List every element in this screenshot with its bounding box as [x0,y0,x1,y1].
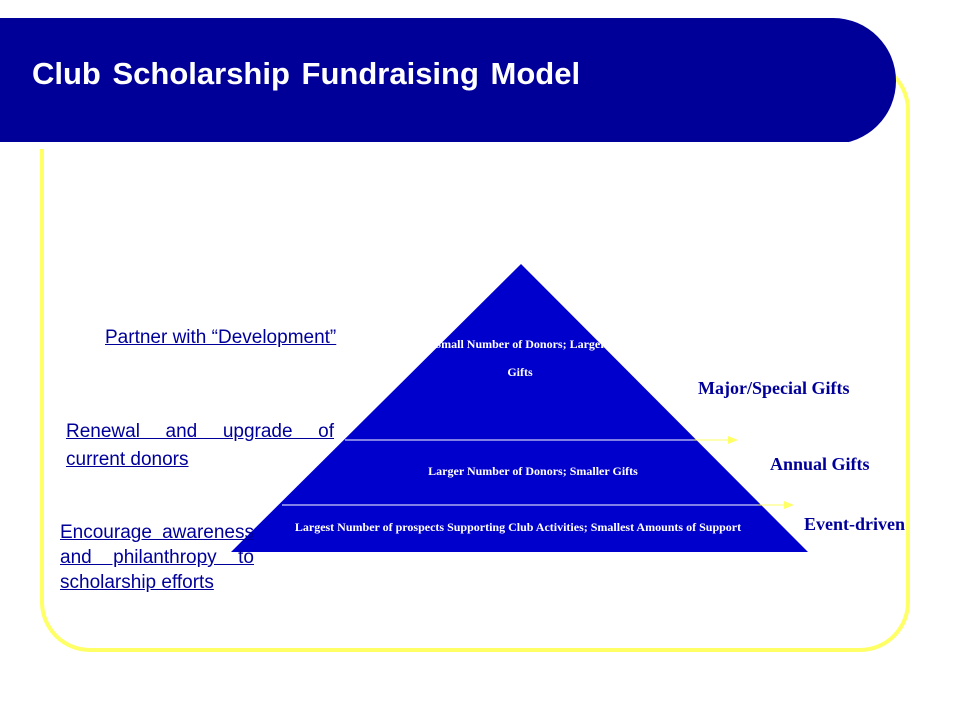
tier-bottom-text: Largest Number of prospects Supporting Club Activities; Smallest Amounts of Support [294,520,742,534]
event-driven-label: Event-driven [804,514,905,534]
renewal-upgrade-link[interactable]: Renewal and upgrade of current donors [66,421,334,470]
partner-development-link[interactable]: Partner with “Development” [105,327,337,348]
tier-top-text: Small Number of Donors; Larger Gifts [434,337,606,379]
slide-title: Club Scholarship Fundraising Model [32,56,581,91]
annual-gifts-label: Annual Gifts [770,454,870,474]
arrow-head-icon [728,436,738,444]
tier-middle-text: Larger Number of Donors; Smaller Gifts [428,464,638,478]
encourage-awareness-link[interactable]: Encourage awareness and philanthropy to scholarship efforts [60,522,254,593]
arrow-head-icon [784,501,794,509]
pyramid-shape [231,264,808,552]
major-special-gifts-label: Major/Special Gifts [698,378,850,398]
